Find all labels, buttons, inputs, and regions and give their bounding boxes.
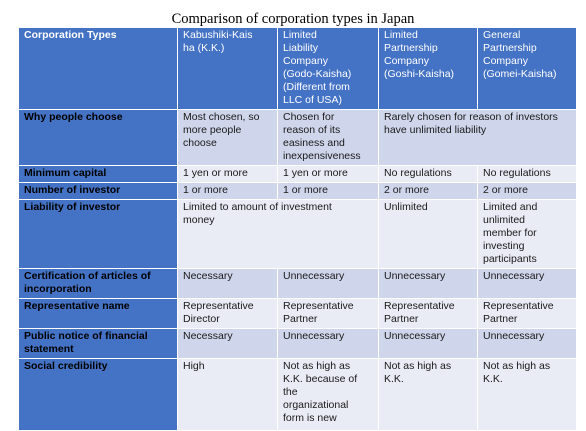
table-cell: No regulations <box>379 166 478 183</box>
table-cell: 2 or more <box>379 183 478 200</box>
table-cell: Not as high as K.K. <box>478 359 577 431</box>
table-cell: Unnecessary <box>278 269 379 299</box>
row-label: Public notice of financial statement <box>19 329 178 359</box>
row-label: Representative name <box>19 299 178 329</box>
table-cell: Representative Partner <box>278 299 379 329</box>
comparison-table <box>18 27 577 431</box>
header-cell: General Partnership Company (Gomei-Kaisha) <box>478 28 577 110</box>
row-label: Why people choose <box>19 110 178 166</box>
header-cell: Kabushiki-Kais ha (K.K.) <box>178 28 278 110</box>
header-cell: Limited Liability Company (Godo-Kaisha) (Different from LLC of USA) <box>278 28 379 110</box>
table-cell: Limited and unlimited member for investing participants <box>478 200 577 269</box>
row-label: Social credibility <box>19 359 178 431</box>
table-cell: High <box>178 359 278 431</box>
header-cell: Limited Partnership Company (Goshi-Kaisha) <box>379 28 478 110</box>
row-label: Number of investor <box>19 183 178 200</box>
table-header-row <box>19 28 577 110</box>
table-cell: Rarely chosen for reason of investors have unlimited liability <box>379 110 577 166</box>
table-row <box>19 329 577 359</box>
table-cell: Unnecessary <box>478 329 577 359</box>
table-row <box>19 110 577 166</box>
table-cell: Unnecessary <box>379 269 478 299</box>
table-cell: Most chosen, so more people choose <box>178 110 278 166</box>
table-cell: Unlimited <box>379 200 478 269</box>
table-cell: Representative Partner <box>478 299 577 329</box>
table-cell: Necessary <box>178 269 278 299</box>
table-row <box>19 299 577 329</box>
table-cell: Representative Partner <box>379 299 478 329</box>
page-title: Comparison of corporation types in Japan <box>171 11 415 27</box>
table-cell: 1 yen or more <box>178 166 278 183</box>
table-cell: 2 or more <box>478 183 577 200</box>
table-cell: Unnecessary <box>478 269 577 299</box>
table-cell: 1 or more <box>178 183 278 200</box>
row-label: Certification of articles of incorporation <box>19 269 178 299</box>
table-cell: Not as high as K.K. <box>379 359 478 431</box>
table-cell: 1 or more <box>278 183 379 200</box>
table-cell: Necessary <box>178 329 278 359</box>
row-label: Minimum capital <box>19 166 178 183</box>
table-cell: Unnecessary <box>278 329 379 359</box>
table-row <box>19 166 577 183</box>
table-row <box>19 269 577 299</box>
table-cell: Not as high as K.K. because of the organizational form is new <box>278 359 379 431</box>
table-row <box>19 200 577 269</box>
table-cell: Representative Director <box>178 299 278 329</box>
table-cell: Unnecessary <box>379 329 478 359</box>
table-cell: Chosen for reason of its easiness and inexpensiveness <box>278 110 379 166</box>
table-cell: Limited to amount of investment money <box>178 200 379 269</box>
header-cell: Corporation Types <box>19 28 178 110</box>
table-row <box>19 183 577 200</box>
table-cell: 1 yen or more <box>278 166 379 183</box>
table-cell: No regulations <box>478 166 577 183</box>
row-label: Liability of investor <box>19 200 178 269</box>
table-row <box>19 359 577 431</box>
